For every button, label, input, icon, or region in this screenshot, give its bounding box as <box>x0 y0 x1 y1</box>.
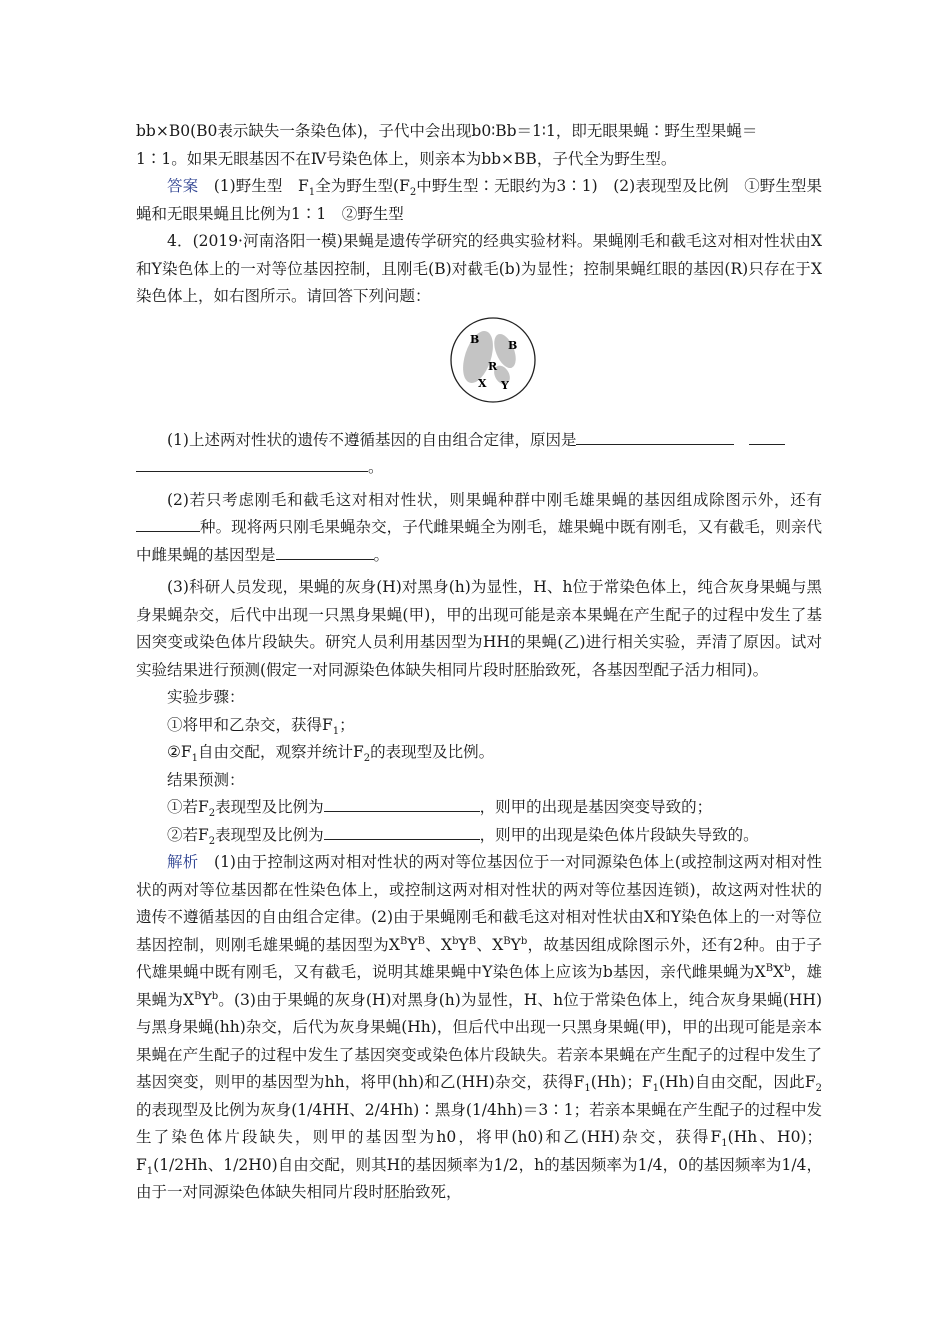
gene-label-b-x: B <box>470 332 480 346</box>
analysis-label: 解析 <box>167 853 199 871</box>
chromosome-label-x: X <box>478 376 487 390</box>
question-2-text: 种。现将两只刚毛果蝇杂交，子代雌果蝇全为刚毛，雄果蝇中既有刚毛，又有截毛，则亲代中雌果蝇的基因型是 <box>136 518 822 564</box>
chromosome-label-y: Y <box>501 378 509 392</box>
answer-blank <box>324 794 480 812</box>
result-text: ，则甲的出现是基因突变导致的； <box>479 798 713 816</box>
question-1 <box>136 427 822 482</box>
subscript: 2 <box>815 1083 822 1095</box>
result-text: ②若F <box>167 825 209 844</box>
superscript: B <box>417 935 425 947</box>
answer-text: 全为野生型(F <box>315 177 410 195</box>
subscript: 1 <box>584 1083 591 1095</box>
result-title: 结果预测： <box>167 770 245 789</box>
superscript: B <box>399 935 408 947</box>
analysis-text: (1/2Hh、1/2H0)自由交配，则其H的基因频率为1/2，h的基因频率为1/4，0的基因频率为1/4，由于一对同源染色体缺失相同片段时胚胎致死， <box>136 1155 822 1201</box>
analysis-text: (Hh)自由交配，因此F <box>659 1073 816 1091</box>
result-text: 表现型及比例为 <box>215 825 324 844</box>
question-2-text: (2)若只考虑刚毛和截毛这对相对性状，则果蝇种群中刚毛雄果蝇的基因组成除图示外，还有 <box>167 490 822 509</box>
result-2 <box>136 822 822 850</box>
gene-label-r: R <box>488 359 498 373</box>
superscript: B <box>468 935 477 947</box>
answer-blank <box>276 542 374 560</box>
superscript: b <box>452 935 459 947</box>
answer-subscript: 1 <box>308 187 316 199</box>
analysis-text: (Hh、H0)；F <box>136 1128 822 1174</box>
analysis-paragraph: 解析 (1)由于控制这两对相对性状的两对等位基因位于一对同源染色体上(或控制这两对相对性状的两对等位基因都在性染色体上，或控制这两对相对性状的两对等位基因连锁)，故这两对性状的遗传不遵循基因的自由组合定律。(2)由于果蝇刚毛和截毛这对相对性状由X和Y染色体上的一对等位基因控制，则刚毛雄果蝇的基因型为$X^BY^B$、$X^bY^B$、$X^BY^b$，故基因组成除图示外，还有2种。由于子代雄果蝇中既有刚毛，又有截毛，说明其雄果蝇中Y染色体上应该为b基因，亲代雌果蝇为$X^BX^b$，雄果蝇为$X^BY^b$。(3)由于果蝇的灰身(H)对黑身(h)为显性，H、h位于常染色体上，纯合灰身果蝇(HH)与黑身果蝇(hh)杂交，后代为灰身果蝇(Hh)，但后代中出现一只黑身果蝇(甲)，甲的出现可能是亲本果蝇在产生配子的过程中发生了基因突变或染色体片段缺失。若亲本果蝇在产生配子的过程中发生了基因突变，则甲的基因型为hh，将甲(hh)和乙(HH)杂交，获得$F_1(Hh)$；$F_1(Hh)$自由交配，因此$F_2$的表现型及比例为灰身(1/4HH、2/4Hh)∶黑身(1/4hh)＝3∶1；若亲本果蝇在产生配子的过程中发生了染色体片段缺失，则甲的基因型为h0，将甲(h0)和乙(HH)杂交，获得$F_1(Hh$、H0)；$F_1(1/2Hh$、1/2H0)自由交配，则其H的基因频率为1/2，h的基因频率为1/4，0的基因频率为1/4，由于一对同源染色体缺失相同片段时胚胎致死， <box>136 853 822 1201</box>
subscript: 1 <box>721 1138 728 1150</box>
result-1 <box>136 794 822 822</box>
answer-blank <box>576 427 734 445</box>
answer-text: (1)野生型 F <box>213 177 309 195</box>
analysis-text: 。(3)由于果蝇的灰身(H)对黑身(h)为显性，H、h位于常染色体上，纯合灰身果蝇(HH)与黑身果蝇(hh)杂交，后代为灰身果蝇(Hh)，但后代中出现一只黑身果蝇(甲)，甲的出现可能是亲本果蝇在产生配子的过程中发生了基因突变或染色体片段缺失。若亲本果蝇在产生配子的过程中发生了基因突变，则甲的基因型为hh，将甲(hh)和乙(HH)杂交，获得F <box>136 990 822 1091</box>
subscript: 2 <box>208 808 216 820</box>
step-text: ②F <box>167 743 192 761</box>
intro-line-1: bb×B0(B0表示缺失一条染色体)，子代中会出现b0∶Bb＝1∶1，即无眼果蝇∶野生型果蝇＝ <box>136 122 758 140</box>
answer-label: 答案 <box>167 177 199 195</box>
result-text: ①若F <box>167 798 209 816</box>
answer-paragraph <box>136 173 822 228</box>
answer-text: 中野生型∶无眼约为3∶1) (2)表现型及比例 ①野生型果蝇和无眼果蝇且比例为1∶1 ②野生型 <box>136 177 822 223</box>
step-text: 的表现型及比例。 <box>370 743 495 761</box>
subscript: 1 <box>146 1165 154 1177</box>
chromosome-figure <box>136 311 822 421</box>
analysis-text: ，雄果蝇为X <box>136 963 822 1009</box>
subscript: 2 <box>208 835 216 847</box>
question-1-text: (1)上述两对性状的遗传不遵循基因的自由组合定律，原因是 <box>167 430 577 449</box>
analysis-text: ，故基因组成除图示外，还有2种。由于子代雄果蝇中既有刚毛，又有截毛，说明其雄果蝇中Y染色体上应该为b基因，亲代雌果蝇为X <box>136 935 822 981</box>
superscript: b <box>520 935 528 947</box>
question-3: (3)科研人员发现，果蝇的灰身(H)对黑身(h)为显性，H、h位于常染色体上，纯合灰身果蝇与黑身果蝇杂交，后代中出现一只黑身果蝇(甲)，甲的出现可能是亲本果蝇在产生配子的过程中发生了基因突变或染色体片段缺失。研究人员利用基因型为HH的果蝇(乙)进行相关实验，弄清了原因。试对实验结果进行预测(假定一对同源染色体缺失相同片段时胚胎致死，各基因型配子活力相同)。 <box>136 578 822 679</box>
result-text: ，则甲的出现是染色体片段缺失导致的。 <box>479 825 759 844</box>
punctuation: 。 <box>368 458 384 476</box>
punctuation: 。 <box>373 545 390 564</box>
superscript: b <box>784 962 791 974</box>
result-text: 表现型及比例为 <box>215 798 324 816</box>
document-body <box>136 118 822 1207</box>
intro-line-2: 1∶1。如果无眼基因不在Ⅳ号染色体上，则亲本为bb×BB，子代全为野生型。 <box>136 149 677 168</box>
step-text: ； <box>339 715 355 734</box>
answer-blank <box>136 454 368 472</box>
gene-label-b-y: B <box>508 338 518 352</box>
answer-blank <box>136 514 200 532</box>
subscript: 1 <box>332 725 340 737</box>
superscript: B <box>503 935 511 947</box>
superscript: B <box>194 990 202 1002</box>
answer-blank <box>749 427 785 445</box>
analysis-text: 的表现型及比例为灰身(1/4HH、2/4Hh)∶黑身(1/4hh)＝3∶1；若亲本果蝇在产生配子的过程中发生了染色体片段缺失，则甲的基因型为h0，将甲(h0)和乙(HH)杂交，获得F <box>136 1100 822 1146</box>
question-2 <box>136 487 822 570</box>
step-2 <box>136 739 822 767</box>
answer-subscript: 2 <box>409 187 417 199</box>
step-text: ①将甲和乙杂交，获得F <box>167 715 333 734</box>
answer-blank <box>324 822 480 840</box>
subscript: 1 <box>191 753 199 765</box>
step-1 <box>136 712 822 740</box>
analysis-text: (Hh)；F <box>590 1073 653 1091</box>
chromosome-diagram <box>448 315 538 405</box>
subscript: 2 <box>363 753 371 765</box>
step-text: 自由交配，观察并统计F <box>198 743 364 761</box>
superscript: b <box>211 990 219 1002</box>
question-stem: 4．(2019·河南洛阳一模)果蝇是遗传学研究的经典实验材料。果蝇刚毛和截毛这对相对性状由X和Y染色体上的一对等位基因控制，且刚毛(B)对截毛(b)为显性；控制果蝇红眼的基因(R)只存在于X染色体上，如右图所示。请回答下列问题： <box>136 232 822 305</box>
superscript: B <box>765 962 774 974</box>
analysis-text: (1)由于控制这两对相对性状的两对等位基因位于一对同源染色体上(或控制这两对相对性状的两对等位基因都在性染色体上，或控制这两对相对性状的两对等位基因连锁)，故这两对性状的遗传不遵循基因的自由组合定律。(2)由于果蝇刚毛和截毛这对相对性状由X和Y染色体上的一对等位基因控制，则刚毛雄果蝇的基因型为X <box>136 853 822 954</box>
steps-title: 实验步骤： <box>167 688 245 706</box>
subscript: 1 <box>652 1083 659 1095</box>
